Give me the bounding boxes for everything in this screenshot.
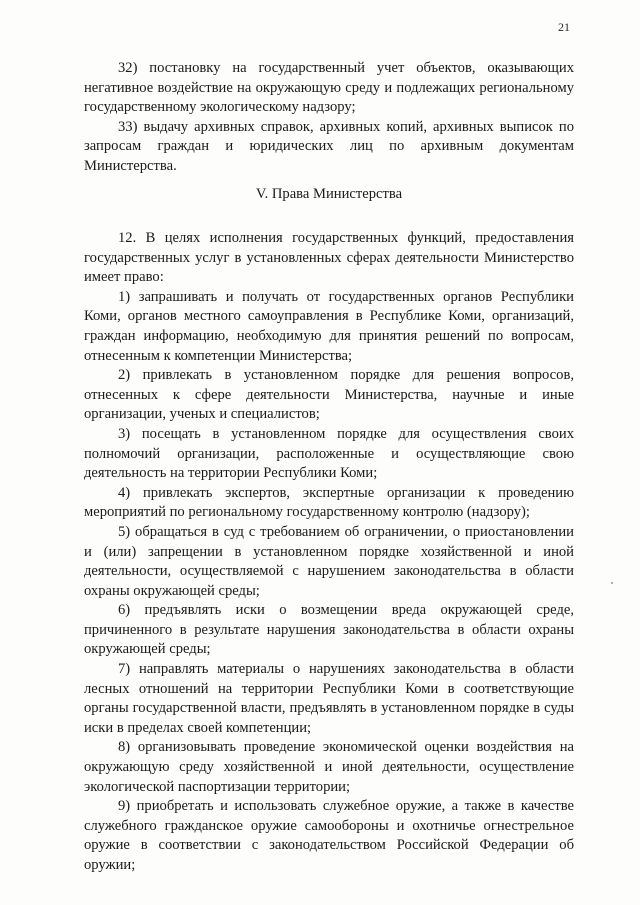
right-item-1: 1) запрашивать и получать от государственных органов Республики Коми, органов местного самоуправления в Республике Коми, организаций, граждан информацию, необходимую для принятия решений по вопросам, отнесенным к компетенции Министерства; bbox=[84, 288, 574, 364]
right-item-7: 7) направлять материалы о нарушениях законодательства в области лесных отношений на территории Республики Коми в соответствующие органы государственной власти, предъявлять в установленном порядке в суды иски в пределах своей компетенции; bbox=[84, 661, 574, 736]
intro-paragraph: 12. В целях исполнения государственных функций, предоставления государственных услуг в установленных сферах деятельности Министерство имеет право: bbox=[84, 230, 574, 286]
right-item-8: 8) организовывать проведение экономической оценки воздействия на окружающую среду хозяйственной и иной деятельности, осуществление экологической паспортизации территории; bbox=[84, 739, 574, 795]
right-item-9: 9) приобретать и использовать служебное оружие, а также в качестве служебного гражданское оружие самообороны и охотничье огнестрельное оружие в соответствии с законодательством Российской Федерации об оружии; bbox=[84, 798, 574, 873]
list-item-33: 33) выдачу архивных справок, архивных копий, архивных выписок по запросам граждан и юридических лиц по архивным документам Министерства. bbox=[84, 118, 574, 174]
list-item-32: 32) постановку на государственный учет объектов, оказывающих негативное воздействие на окружающую среду и подлежащих региональному государственному экологическому надзору; bbox=[84, 60, 574, 116]
right-item-4: 4) привлекать экспертов, экспертные организации к проведению мероприятий по региональному государственному контролю (надзору); bbox=[84, 484, 574, 521]
section-heading: V. Права Министерства bbox=[255, 186, 403, 202]
rights-section bbox=[84, 229, 574, 876]
right-item-3: 3) посещать в установленном порядке для осуществления своих полномочий организации, расположенные и осуществляющие свою деятельность на территории Республики Коми; bbox=[84, 425, 574, 482]
continued-list bbox=[84, 59, 574, 177]
right-item-6: 6) предъявлять иски о возмещении вреда окружающей среде, причиненного в результате нарушения законодательства в области охраны окружающей среды; bbox=[84, 602, 574, 658]
scan-speck bbox=[611, 582, 613, 584]
right-item-2: 2) привлекать в установленном порядке для решения вопросов, отнесенных к сфере деятельности Министерства, научные и иные организации, ученых и специалистов; bbox=[84, 367, 574, 423]
page-number: 21 bbox=[558, 20, 570, 34]
right-item-5: 5) обращаться в суд с требованием об ограничении, о приостановлении и (или) запрещении в установленном порядке хозяйственной и иной деятельности, осуществляемой с нарушением законодательства в области охраны окружающей среды; bbox=[84, 523, 574, 599]
